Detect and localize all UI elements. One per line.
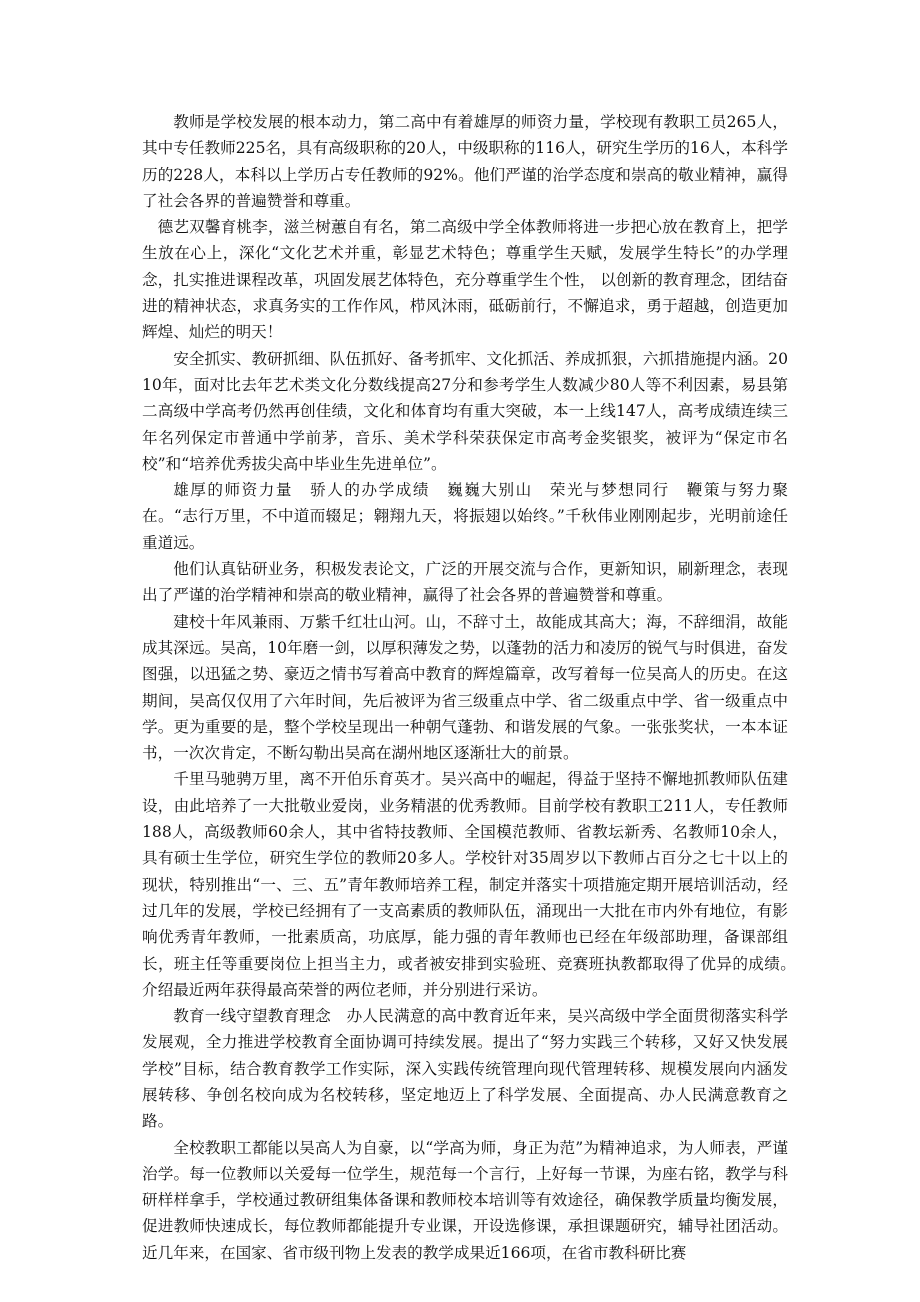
paragraph-teacher-team: 千里马驰骋万里，离不开伯乐育英才。吴兴高中的崛起，得益于坚持不懈地抓教师队伍建设，由此培养了一大批敬业爱岗，业务精湛的优秀教师。目前学校有教职工211人，专任教师188人，高级教师60余人，其中省特技教师、全国模范教师、省教坛新秀、名教师10余人，具有硕士生学位，研究生学位的教师20多人。学校针对35周岁以下教师占百分之七十以上的现状，特别推出“一、三、五”青年教师培养工程，制定并落实十项措施定期开展培训活动，经过几年的发展，学校已经拥有了一支高素质的教师队伍，涌现出一大批在市内外有地位，有影响优秀青年教师，一批素质高，功底厚，能力强的青年教师也已经在年级部助理，备课部组长，班主任等重要岗位上担当主力，或者被安排到实验班、竞赛班执教都取得了优异的成绩。 介绍最近两年获得最高荣誉的两位老师，并分别进行采访。 bbox=[142, 770, 804, 999]
paragraph-ten-years: 建校十年风兼雨、万紫千红壮山河。山，不辞寸土，故能成其高大；海，不辞细涓，故能成其深远。吴高，10年磨一剑，以厚积薄发之势，以蓬勃的活力和凌厉的锐气与时俱进，奋发图强，以迅猛之势、豪迈之情书写着高中教育的辉煌篇章，改写着每一位吴高人的历史。在这期间，吴高仅仅用了六年时间，先后被评为省三级重点中学、省二级重点中学、省一级重点中学。更为重要的是，整个学校呈现出一种朝气蓬勃、和谐发展的气象。一张张奖状，一本本证书，一次次肯定，不断勾勒出吴高在湖州地区逐渐壮大的前景。 bbox=[142, 612, 788, 763]
paragraph-research: 他们认真钻研业务，积极发表论文，广泛的开展交流与合作，更新知识，刷新理念，表现出了严谨的治学精神和崇高的敬业精神，赢得了社会各界的普遍赞誉和尊重。 bbox=[142, 560, 788, 605]
paragraph-slogans: 雄厚的师资力量 骄人的办学成绩 巍巍大别山 荣光与梦想同行 鞭策与努力聚在。“志行万里，不中道而辍足；翱翔九天，将振翅以始终。”千秋伟业刚刚起步，光明前途任重道远。 bbox=[142, 481, 788, 552]
paragraph-staff-pride: 全校教职工都能以吴高人为自豪，以“学高为师，身正为范”为精神追求，为人师表，严谨治学。每一位教师以关爱每一位学生，规范每一个言行，上好每一节课，为座右铭，教学与科研样样拿手，学校通过教研组集体备课和教师校本培训等有效途径，确保教学质量均衡发展，促进教师快速成长，每位教师都能提升专业课，开设选修课，承担课题研究，辅导社团活动。近几年来，在国家、省市级刊物上发表的教学成果近166项，在省市教科研比赛 bbox=[142, 1138, 788, 1262]
paragraph-six-measures: 安全抓实、教研抓细、队伍抓好、备考抓牢、文化抓活、养成抓狠，六抓措施提内涵。2010年，面对比去年艺术类文化分数线提高27分和参考学生人数减少80人等不利因素，易县第二高级中学高考仍然再创佳绩，文化和体育均有重大突破，本一上线147人，高考成绩连续三年名列保定市普通中学前茅，音乐、美术学科荣获保定市高考金奖银奖，被评为“保定市名校”和“培养优秀拔尖高中毕业生先进单位”。 bbox=[142, 349, 788, 473]
paragraph-education-philosophy: 教育一线守望教育理念 办人民满意的高中教育近年来，吴兴高级中学全面贯彻落实科学发展观，全力推进学校教育全面协调可持续发展。提出了“努力实践三个转移，又好又快发展学校”目标，结合教育教学工作实际，深入实践传统管理向现代管理转移、规模发展向内涵发展转移、争创名校向成为名校转移，坚定地迈上了科学发展、全面提高、办人民满意教育之路。 bbox=[142, 1007, 788, 1131]
document-page bbox=[142, 109, 804, 1266]
paragraph-faculty-strength: 教师是学校发展的根本动力，第二高中有着雄厚的师资力量，学校现有教职工员265人，其中专任教师225名，具有高级职称的20人，中级职称的116人，研究生学历的16人，本科学历的228人，本科以上学历占专任教师的92%。他们严谨的治学态度和崇高的敬业精神，赢得了社会各界的普遍赞誉和尊重。 bbox=[142, 113, 788, 210]
paragraph-vision: 德艺双馨育桃李，滋兰树蕙自有名，第二高级中学全体教师将进一步把心放在教育上，把学生放在心上，深化“文化艺术并重，彰显艺术特色；尊重学生天赋，发展学生特长”的办学理念，扎实推进课程改革，巩固发展艺体特色，充分尊重学生个性， 以创新的教育理念，团结奋进的精神状态，求真务实的工作作风，栉风沐雨，砥砺前行，不懈追求，勇于超越，创造更加辉煌、灿烂的明天！ bbox=[142, 218, 788, 342]
